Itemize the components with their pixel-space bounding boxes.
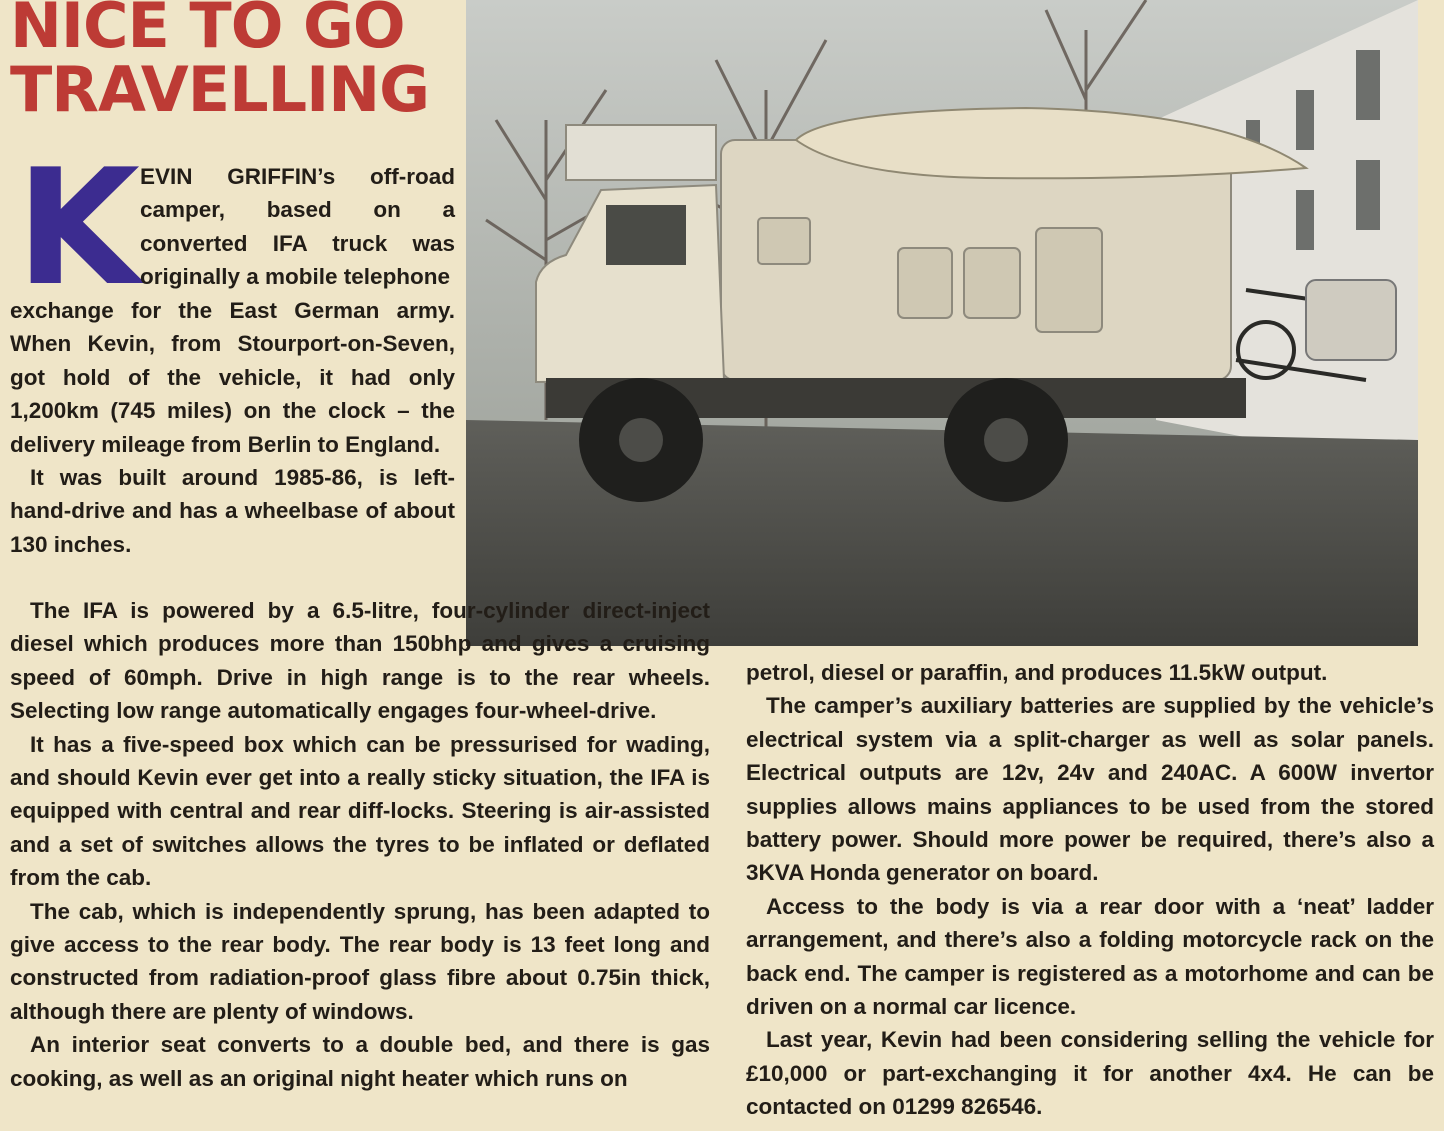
- paragraph-electrics: The camper’s auxiliary batteries are supplied by the vehicle’s electrical system via a split-charger as well as solar panels. Electrical outputs are 12v, 24v and 240AC. A 600W invertor supplies allows mains appliances to be used from the stored battery power. Should more power be required, there’s also a 3KVA Honda generator on board.: [746, 693, 1434, 886]
- paragraph-interior-continued: petrol, diesel or paraffin, and produces 11.5kW output.: [746, 660, 1328, 685]
- lead-text: EVIN GRIFFIN’s off-road camper, based on a converted IFA truck was originally a mobile telephone: [140, 164, 455, 290]
- paragraph-interior: An interior seat converts to a double bed, and there is gas cooking, as well as an original night heater which runs on: [10, 1032, 710, 1091]
- paragraph-build-year: It was built around 1985-86, is left-hand-drive and has a wheelbase of about 130 inches.: [10, 465, 455, 557]
- truck-photo: [466, 0, 1418, 646]
- drop-cap: K: [16, 134, 140, 321]
- paragraph-access: Access to the body is via a rear door with a ‘neat’ ladder arrangement, and there’s also a folding motorcycle rack on the back end. The camper is registered as a motorhome and can be driven on a normal car licence.: [746, 893, 1434, 1020]
- left-column-lower: [10, 594, 710, 1095]
- paragraph-engine: The IFA is powered by a 6.5-litre, four-cylinder direct-inject diesel which produces more than 150bhp and gives a cruising speed of 60mph. Drive in high range is to the rear wheels. Selecting low range automatically engages four-wheel-drive.: [10, 598, 710, 724]
- right-column: [746, 656, 1434, 1124]
- lead-paragraph-continued: [10, 294, 455, 561]
- paragraph-gearbox: It has a five-speed box which can be pressurised for wading, and should Kevin ever get into a really sticky situation, the IFA is equipped with central and rear diff-locks. Steering is air-assisted and a set of switches allows the tyres to be inflated or deflated from the cab.: [10, 731, 710, 891]
- lead-paragraph-right-of-dropcap: [140, 160, 455, 294]
- paragraph-cab: The cab, which is independently sprung, has been adapted to give access to the rear body. The rear body is 13 feet long and constructed from radiation-proof glass fibre about 0.75in thick, although there are plenty of windows.: [10, 898, 710, 1024]
- paragraph-sale: Last year, Kevin had been considering selling the vehicle for £10,000 or part-exchanging it for another 4x4. He can be contacted on 01299 826546.: [746, 1027, 1434, 1120]
- headline-line-2: TRAVELLING: [10, 53, 430, 126]
- lead-text-continued: exchange for the East German army. When Kevin, from Stourport-on-Seven, got hold of the vehicle, it had only 1,200km (745 miles) on the clock – the delivery mileage from Berlin to England.: [10, 298, 455, 457]
- headline: [10, 0, 470, 126]
- headline-line-1: NICE TO GO: [10, 0, 405, 62]
